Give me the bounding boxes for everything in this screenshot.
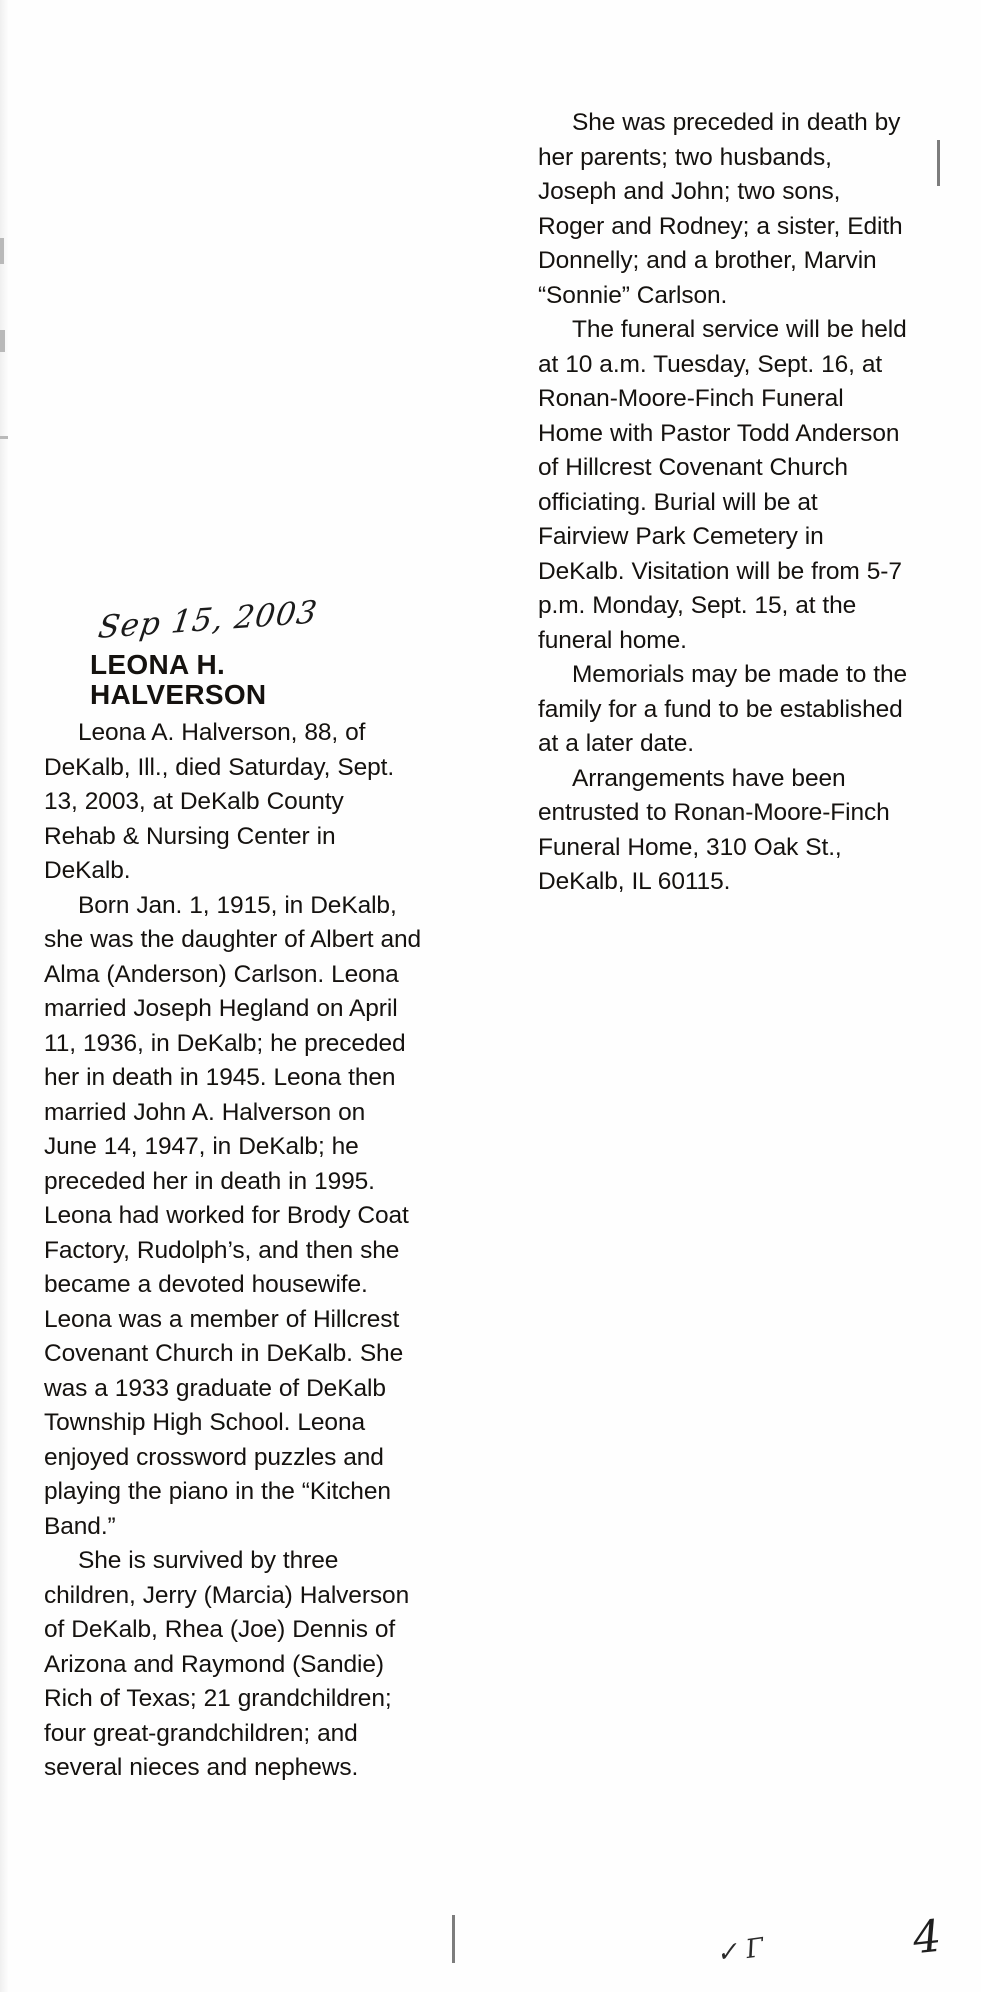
paragraph: Arrangements have been entrusted to Ronan-Moore-Finch Funeral Home, 310 Oak St., DeKalb, IL 60115. [538,764,890,895]
headline-line-1: LEONA H. [90,649,226,680]
scan-artifact-mark [0,436,8,439]
scan-artifact-mark [0,330,5,352]
paragraph: She is survived by three children, Jerry (Marcia) Halverson of DeKalb, Rhea (Joe) Dennis of Arizona and Raymond (Sandie) Rich of Texas; 21 grandchildren; four great-grandchildren; and several nieces and nephews. [44,1547,410,1781]
page-title [90,650,422,710]
scan-artifact-mark [0,238,4,264]
paragraph: Born Jan. 1, 1915, in DeKalb, she was the daughter of Albert and Alma (Anderson) Carlson. Leona married Joseph Hegland on April 11, 1936, in DeKalb; he preceded her in death in 1945. Leona then married John A. Halverson on June 14, 1947, in DeKalb; he preceded her in death in 1995. Leona had worked for Brody Coat Factory, Rudolph’s, and then she became a devoted housewife. Leona was a member of Hillcrest Covenant Church in DeKalb. She was a 1933 graduate of DeKalb Township High School. Leona enjoyed crossword puzzles and playing the piano in the “Kitchen Band.” [44,891,422,1540]
paragraph: Memorials may be made to the family for a fund to be established at a later date. [538,661,908,757]
column-rule-bottom-middle [452,1915,455,1963]
paragraph: Leona A. Halverson, 88, of DeKalb, Ill., died Saturday, Sept. 13, 2003, at DeKalb County Rehab & Nursing Center in DeKalb. [44,719,395,884]
paragraph: The funeral service will be held at 10 a.m. Tuesday, Sept. 16, at Ronan-Moore-Finch Funeral Home with Pastor Todd Anderson of Hillcrest Covenant Church officiating. Burial will be at Fairview Park Cemetery in DeKalb. Visitation will be from 5-7 p.m. Monday, Sept. 15, at the funeral home. [538,316,907,654]
page-left-edge-shadow [0,0,9,1992]
headline-line-2: HALVERSON [90,679,267,710]
column-rule-top-right [937,140,940,186]
handwritten-page-number: 4 [910,1910,944,1965]
paragraph: She was preceded in death by her parents; two husbands, Joseph and John; two sons, Roger and Rodney; a sister, Edith Donnelly; and a brother, Marvin “Sonnie” Carlson. [538,109,903,309]
obituary-body [44,716,422,1786]
handwritten-check-annotation: ✓ Γ [714,1932,766,1970]
obituary-column-right [538,106,910,900]
handwritten-date-annotation: Sep 15, 2003 [96,594,320,646]
obituary-column-left [44,594,422,1786]
